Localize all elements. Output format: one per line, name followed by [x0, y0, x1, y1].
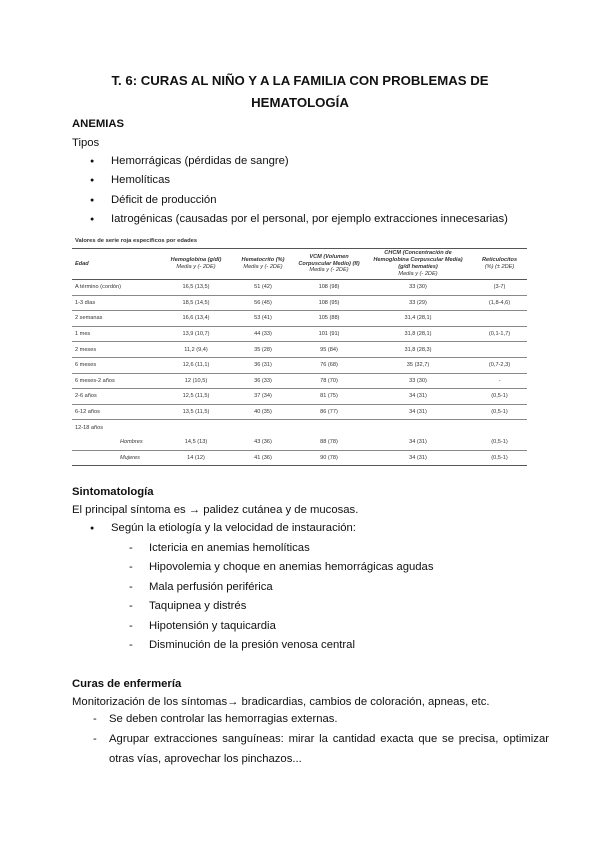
title-line-1: T. 6: CURAS AL NIÑO Y A LA FAMILIA CON PROBLEMAS DE — [111, 73, 489, 88]
table-row: 6 meses 12,6 (11,1) 36 (31) 76 (68) 35 (32,7) (0,7-2,3) — [72, 357, 527, 373]
title-line-2: HEMATOLOGÍA — [251, 95, 349, 110]
col-header: Edad — [72, 249, 160, 280]
list-item: ● Iatrogénicas (causadas por el personal, por ejemplo extracciones innecesarias) — [72, 210, 508, 229]
tipos-label: Tipos — [72, 137, 100, 149]
table-row: 1-3 días 18,5 (14,5) 56 (45) 108 (95) 33 (29) (1,8-4,6) — [72, 295, 527, 311]
table-row: 2-6 años 12,5 (11,5) 37 (34) 81 (75) 34 (31) (0,5-1) — [72, 389, 527, 405]
col-header: Hemoglobina (g/dl) Media y (- 2DE) — [160, 249, 232, 280]
anemias-heading: ANEMIAS — [72, 118, 125, 130]
curas-intro: Monitorización de los síntomas→ bradicardias, cambios de coloración, apneas, etc. — [72, 696, 490, 708]
list-item: - Disminución de la presión venosa central — [129, 636, 433, 655]
table-header — [72, 249, 527, 280]
table-row: Mujeres 14 (12) 41 (36) 90 (78) 34 (31) (0,5-1) — [72, 450, 527, 466]
curas-item-2: - Agrupar extracciones sanguíneas: mirar la cantidad exacta que se precisa, optimizar otras vías, aprovechar los pinchazos... — [93, 730, 549, 769]
table-row: 6 meses-2 años 12 (10,5) 36 (33) 78 (70) 33 (30) - — [72, 373, 527, 389]
list-item: - Mala perfusión periférica — [129, 578, 433, 597]
col-header: CHCM (Concentración de Hemoglobina Corpuscular Media) (g/dl hematíes) Media y (- 2DE) — [364, 249, 472, 280]
list-item: - Ictericia en anemias hemolíticas — [129, 539, 433, 558]
list-item: ● Hemolíticas — [72, 171, 508, 190]
table-row-age-group: 12-18 años — [75, 424, 103, 431]
col-header: Hematocrito (%) Media y (- 2DE) — [232, 249, 294, 280]
list-item: ● Déficit de producción — [72, 191, 508, 210]
col-header: VCM (Volumen Corpuscular Medio) (fl) Media y (- 2DE) — [294, 249, 364, 280]
table-body — [72, 280, 527, 466]
list-item: - Taquipnea y distrés — [129, 597, 433, 616]
table-row: 2 semanas 16,6 (13,4) 53 (41) 105 (88) 31,4 (28,1) — [72, 311, 527, 327]
sintomatologia-intro: El principal síntoma es → palidez cutánea y de mucosas. — [72, 504, 359, 516]
sintomas-list — [129, 539, 433, 655]
list-item: ● Según la etiología y la velocidad de instauración: — [72, 519, 356, 538]
page-title — [0, 70, 600, 114]
list-item: - Hipovolemia y choque en anemias hemorrágicas agudas — [129, 558, 433, 577]
table-row: Hombres 14,5 (13) 43 (36) 88 (78) 34 (31) (0,5-1) — [72, 435, 527, 450]
table-caption: Valores de serie roja específicos por edades — [72, 233, 527, 249]
red-series-table — [72, 233, 527, 466]
list-item: ● Hemorrágicas (pérdidas de sangre) — [72, 152, 508, 171]
table-row: A término (cordón) 16,5 (13,5) 51 (42) 108 (98) 33 (30) (3-7) — [72, 280, 527, 296]
tipos-list — [72, 152, 508, 229]
table-row: 1 mes 13,9 (10,7) 44 (33) 101 (91) 31,8 (28,1) (0,1-1,7) — [72, 326, 527, 342]
col-header: Reticulocitos (%) (± 2DE) — [472, 249, 527, 280]
table-row: 6-12 años 13,5 (11,5) 40 (35) 86 (77) 34 (31) (0,5-1) — [72, 404, 527, 420]
sintomatologia-bullets — [72, 519, 356, 538]
list-item: - Hipotensión y taquicardia — [129, 617, 433, 636]
curas-heading: Curas de enfermería — [72, 678, 182, 690]
table-row: 2 meses 11,2 (9,4) 35 (28) 95 (84) 31,8 (28,3) — [72, 342, 527, 358]
curas-item-1: - Se deben controlar las hemorragias externas. — [93, 710, 549, 730]
sintomatologia-heading: Sintomatología — [72, 486, 154, 498]
